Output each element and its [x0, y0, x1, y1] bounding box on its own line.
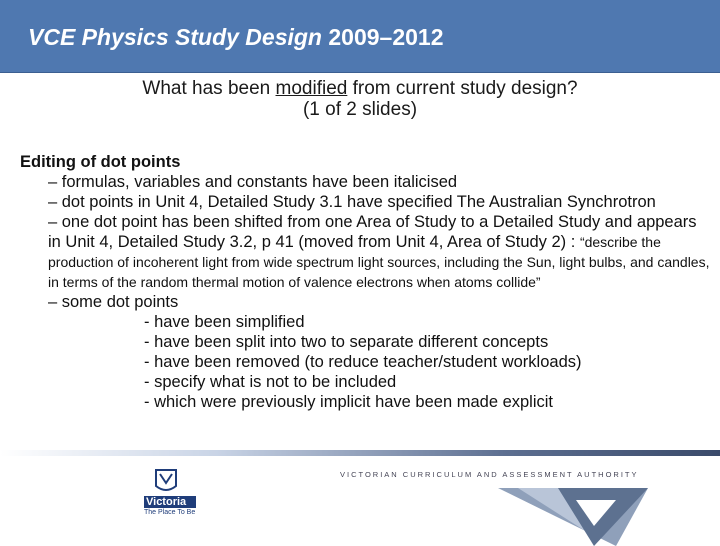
sub-item: - which were previously implicit have been made explicit	[144, 393, 554, 411]
bullet-item-4: – some dot points	[48, 293, 179, 311]
bullet-item-3-text: – one dot point has been shifted from one Area of Study to a Detailed Study and appears in Unit 4, Detailed Study 3.2, p 41 (moved from Unit 4, Area of Study 2) :	[48, 213, 697, 251]
sub-item: - have been removed (to reduce teacher/student workloads)	[144, 353, 582, 371]
footer-divider	[0, 450, 720, 456]
bullet-item-2: – dot points in Unit 4, Detailed Study 3.1 have specified The Australian Synchrotron	[48, 193, 656, 211]
victoria-tagline: The Place To Be	[144, 509, 196, 516]
sub-item: - specify what is not to be included	[144, 373, 397, 391]
subtitle-post: from current study design?	[347, 78, 578, 99]
subtitle-line1	[0, 78, 720, 99]
sub-item: - have been split into two to separate different concepts	[144, 333, 549, 351]
bullet-item-3-quote: “describe the production of incoherent light from wide spectrum light sources, including the Sun, light bulbs, and candles, in terms of the random thermal motion of valence electrons when atoms collide”	[48, 234, 710, 290]
vcaa-triangle-logo-icon	[498, 476, 648, 546]
slide-header	[0, 0, 720, 73]
slide-body	[20, 152, 710, 412]
subtitle-pre: What has been	[142, 78, 276, 99]
slide-title-text: VCE Physics Study Design	[28, 24, 322, 50]
bullet-item-1: – formulas, variables and constants have been italicised	[48, 173, 458, 191]
subtitle-line2: (1 of 2 slides)	[302, 99, 418, 120]
slide-title-years: 2009–2012	[328, 24, 444, 50]
slide-title	[28, 24, 444, 51]
body-heading: Editing of dot points	[20, 153, 181, 171]
authority-name: VICTORIAN CURRICULUM AND ASSESSMENT AUTHORITY	[340, 470, 639, 479]
slide-subtitle	[0, 78, 720, 120]
bullet-item-3	[48, 212, 710, 292]
victoria-logo	[140, 468, 200, 520]
sub-item: - have been simplified	[144, 313, 305, 331]
victoria-wordmark: Victoria	[146, 496, 187, 508]
subtitle-underlined: modified	[275, 78, 348, 99]
